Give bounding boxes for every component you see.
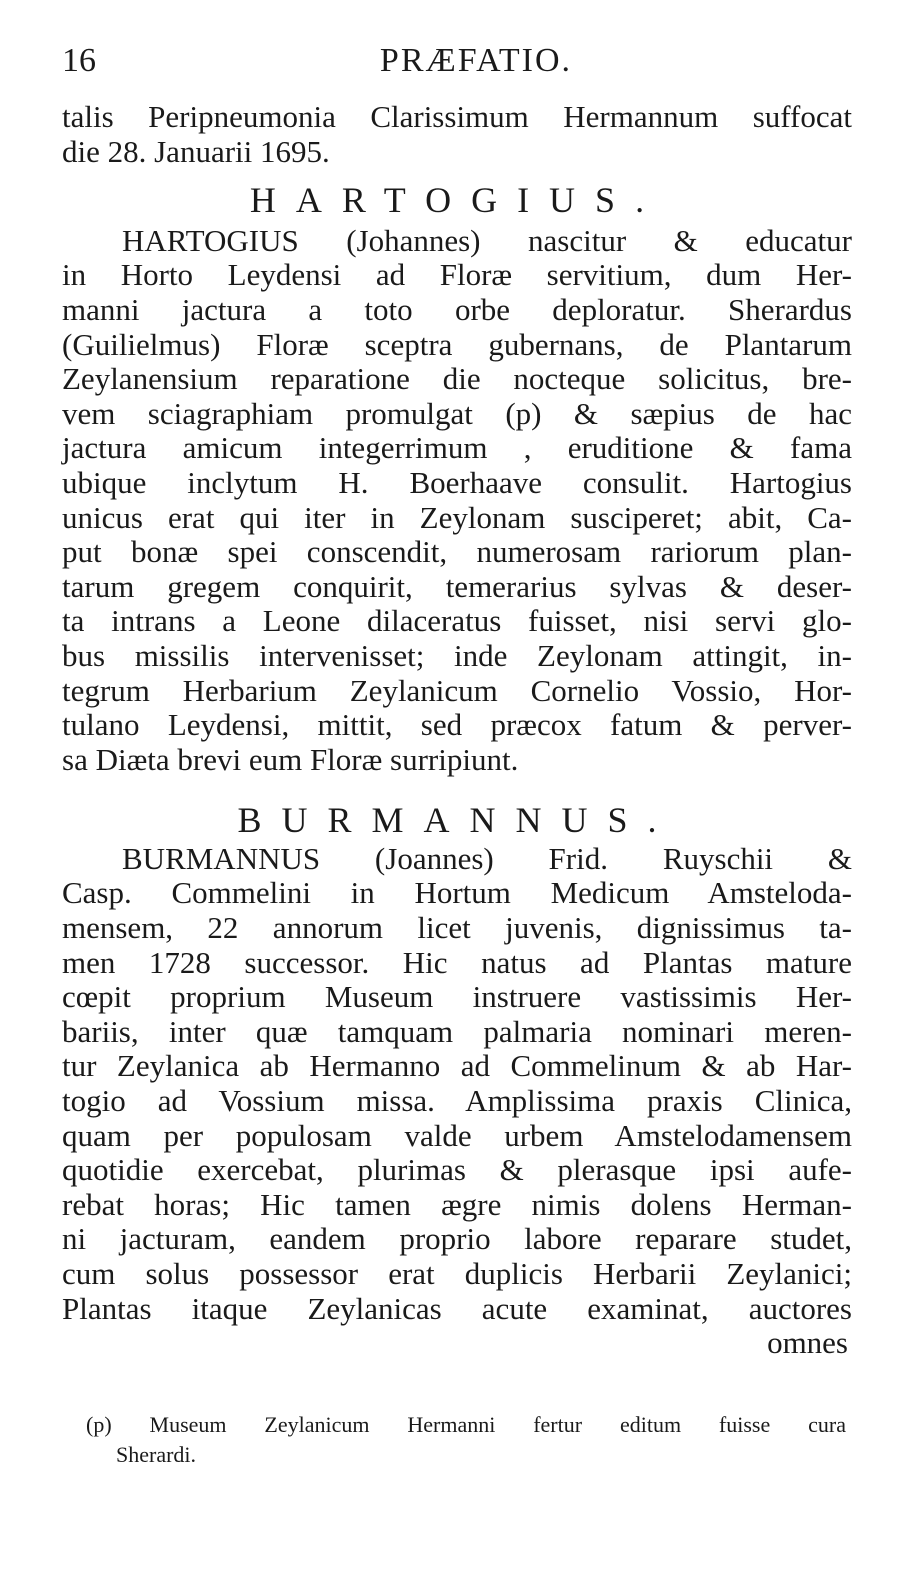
footnote xyxy=(86,1410,846,1470)
page-number: 16 xyxy=(62,42,96,79)
catchword: omnes xyxy=(767,1325,848,1361)
section-heading-burmannus: BURMANNUS. xyxy=(237,800,677,841)
text-line: bariis, inter quæ tamquam palmaria nominari meren- xyxy=(62,1013,852,1049)
text-line: ta intrans a Leone dilaceratus fuisset, nisi servi glo- xyxy=(62,603,852,639)
text-line: jactura amicum integerrimum , eruditione & fama xyxy=(62,430,852,466)
text-line: ubique inclytum H. Boerhaave consulit. Hartogius xyxy=(62,464,852,500)
page-header xyxy=(62,38,850,88)
text-line: tarum gregem conquirit, temerarius sylvas & deser- xyxy=(62,568,852,604)
text-line: quotidie exercebat, plurimas & plerasque ipsi aufe- xyxy=(62,1152,852,1188)
text-line: Casp. Commelini in Hortum Medicum Amsteloda- xyxy=(62,875,852,911)
text-line: tur Zeylanica ab Hermanno ad Commelinum & ab Har- xyxy=(62,1048,852,1084)
text-line: (Guilielmus) Floræ sceptra gubernans, de Plantarum xyxy=(62,326,852,362)
main-text xyxy=(62,100,852,1361)
text-line: men 1728 successor. Hic natus ad Plantas mature xyxy=(62,944,852,980)
section-heading-hartogius: HARTOGIUS. xyxy=(249,180,665,221)
text-line: sa Diæta brevi eum Floræ surripiunt. xyxy=(62,741,519,777)
text-line: tegrum Herbarium Zeylanicum Cornelio Vossio, Hor- xyxy=(62,672,852,708)
text-line: put bonæ spei conscendit, numerosam rariorum plan- xyxy=(62,534,852,570)
text-line: HARTOGIUS (Johannes) nascitur & educatur xyxy=(122,222,852,258)
text-line: Plantas itaque Zeylanicas acute examinat, auctores xyxy=(62,1290,852,1326)
text-line: quam per populosam valde urbem Amstelodamensem xyxy=(62,1117,852,1153)
text-line: unicus erat qui iter in Zeylonam susciperet; abit, Ca- xyxy=(62,499,852,535)
text-line: tulano Leydensi, mittit, sed præcox fatum & perver- xyxy=(62,707,852,743)
text-line: mensem, 22 annorum licet juvenis, dignissimus ta- xyxy=(62,910,852,946)
text-line: rebat horas; Hic tamen ægre nimis dolens Herman- xyxy=(62,1186,852,1222)
text-line: manni jactura a toto orbe deploratur. Sherardus xyxy=(62,291,852,327)
text-line: ni jacturam, eandem proprio labore reparare studet, xyxy=(62,1221,852,1257)
footnote-line: (p) Museum Zeylanicum Hermanni fertur editum fuisse cura xyxy=(86,1412,846,1437)
running-title: PRÆFATIO. xyxy=(379,42,573,79)
footnote-line: Sherardi. xyxy=(116,1442,197,1467)
text-line: cum solus possessor erat duplicis Herbarii Zeylanici; xyxy=(62,1256,852,1291)
text-line: cœpit proprium Museum instruere vastissimis Her- xyxy=(62,979,852,1015)
text-line: bus missilis intervenisset; inde Zeylonam attingit, in- xyxy=(62,637,852,673)
text-line: talis Peripneumonia Clarissimum Hermannum suffocat xyxy=(62,99,852,134)
text-line: togio ad Vossium missa. Amplissima praxis Clinica, xyxy=(62,1083,852,1119)
text-line: die 28. Januarii 1695. xyxy=(62,133,330,169)
text-line: Zeylanensium reparatione die nocteque solicitus, bre- xyxy=(62,361,852,397)
text-line: BURMANNUS (Joannes) Frid. Ruyschii & xyxy=(122,840,852,876)
text-line: vem sciagraphiam promulgat (p) & sæpius de hac xyxy=(62,395,852,431)
text-line: in Horto Leydensi ad Floræ servitium, dum Her- xyxy=(62,257,852,293)
